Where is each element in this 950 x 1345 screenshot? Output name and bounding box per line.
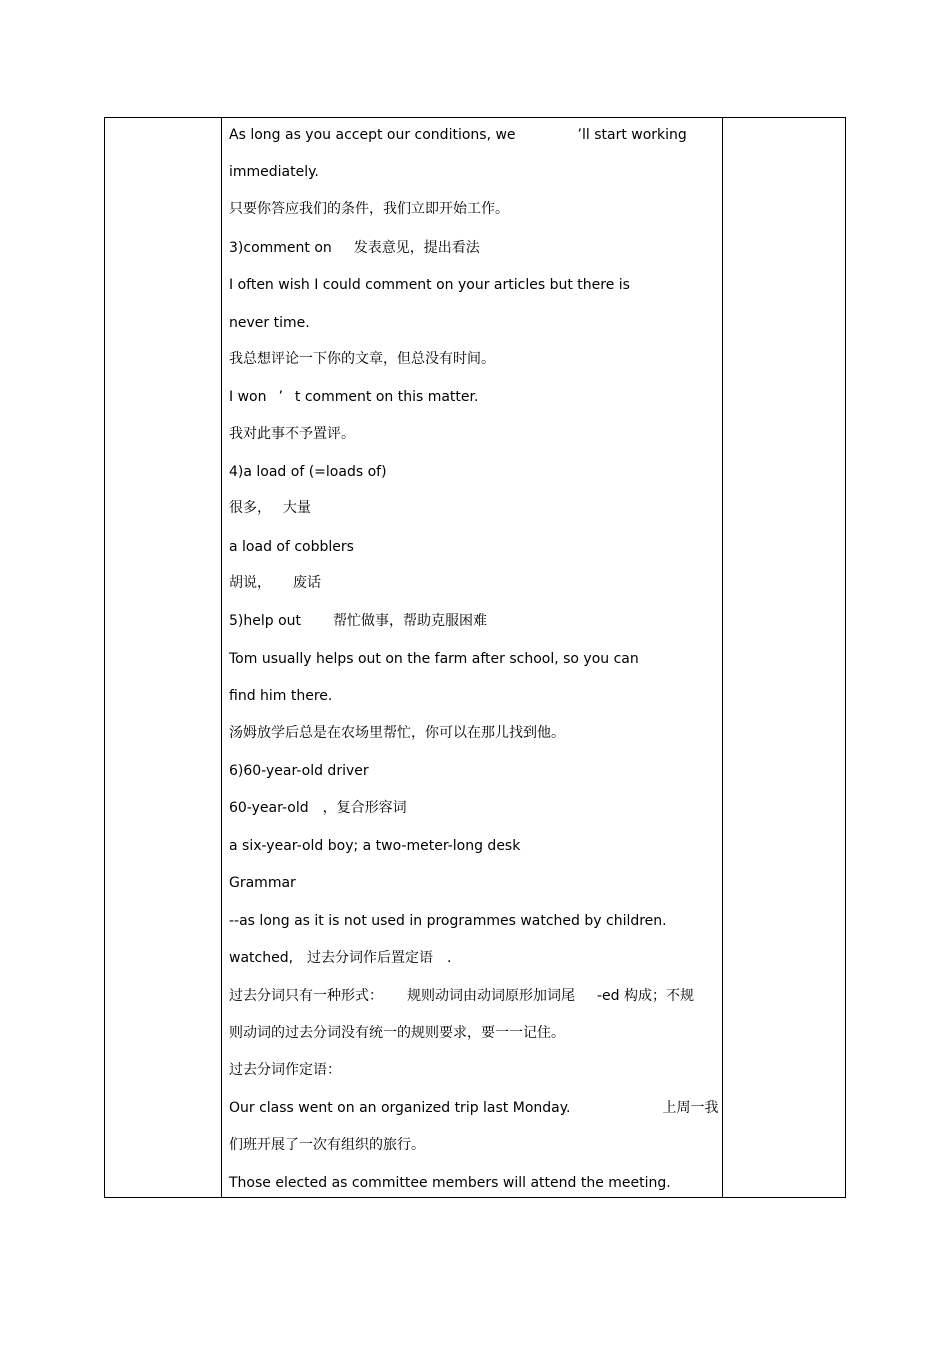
text-line	[229, 650, 639, 668]
text-segment: 汤姆放学后总是在农场里帮忙，你可以在那儿找到他。	[229, 725, 565, 741]
text-segment: 胡说，	[229, 575, 271, 591]
text-segment: 我总想评论一下你的文章，但总没有时间。	[229, 351, 495, 367]
text-line	[229, 463, 387, 481]
text-line	[229, 1061, 341, 1079]
text-segment: ’ll start working	[577, 127, 687, 143]
text-line	[229, 574, 321, 592]
text-line	[229, 687, 332, 705]
text-segment: 4)a load of (=loads of)	[229, 464, 387, 480]
text-line	[229, 762, 369, 780]
text-segment: 上周一我	[662, 1100, 719, 1116]
text-line	[229, 1024, 565, 1042]
text-segment: -ed 构成；不规	[597, 988, 695, 1004]
text-line	[229, 724, 565, 742]
text-segment: Our class went on an organized trip last Monday.	[229, 1100, 571, 1116]
text-segment: As long as you accept our conditions, we	[229, 127, 516, 143]
text-line	[229, 239, 480, 257]
text-line	[229, 388, 478, 406]
text-line	[229, 499, 311, 517]
text-segment: 过去分词作后置定语	[307, 950, 434, 966]
content-table	[104, 117, 846, 1198]
text-segment: a load of cobblers	[229, 539, 354, 555]
text-segment: a six-year-old boy; a two-meter-long desk	[229, 838, 521, 854]
left-column-cell	[105, 118, 221, 1197]
text-segment: ’	[278, 389, 283, 405]
right-column-cell	[723, 118, 845, 1197]
text-segment: .	[447, 950, 452, 966]
text-line	[229, 1136, 425, 1154]
text-segment: 大量	[283, 500, 311, 516]
text-line	[229, 612, 487, 630]
text-segment: Tom usually helps out on the farm after school, so you can	[229, 651, 639, 667]
text-segment: Grammar	[229, 875, 296, 891]
text-segment: t comment on this matter.	[294, 389, 479, 405]
text-line	[229, 1099, 718, 1117]
text-segment: 只要你答应我们的条件，我们立即开始工作。	[229, 201, 509, 217]
text-line	[229, 163, 319, 181]
text-segment: 过去分词只有一种形式：	[229, 988, 383, 1004]
text-segment: 发表意见，提出看法	[353, 240, 480, 256]
text-line	[229, 799, 407, 817]
text-line	[229, 1174, 671, 1192]
text-segment: 60-year-old	[229, 800, 309, 816]
text-segment: 帮忙做事，帮助克服困难	[333, 613, 488, 629]
text-segment: 5)help out	[229, 613, 302, 629]
text-segment: ，复合形容词	[322, 800, 407, 816]
text-segment: find him there.	[229, 688, 333, 704]
text-segment: 们班开展了一次有组织的旅行。	[229, 1137, 425, 1153]
text-segment: never time.	[229, 315, 310, 331]
text-line	[229, 126, 687, 144]
text-line	[229, 874, 296, 892]
text-segment: I won	[229, 389, 267, 405]
text-segment: 过去分词作定语：	[229, 1062, 341, 1078]
text-segment: 则动词的过去分词没有统一的规则要求，要一一记住。	[229, 1025, 565, 1041]
text-line	[229, 987, 694, 1005]
text-segment: 6)60-year-old driver	[229, 763, 369, 779]
text-line	[229, 314, 310, 332]
text-segment: immediately.	[229, 164, 319, 180]
text-segment: 废话	[293, 575, 321, 591]
text-segment: 规则动词由动词原形加词尾	[407, 988, 575, 1004]
text-segment: I often wish I could comment on your articles but there is	[229, 277, 630, 293]
text-line	[229, 276, 630, 294]
text-line	[229, 837, 520, 855]
text-segment: watched,	[229, 950, 294, 966]
text-segment: Those elected as committee members will attend the meeting.	[229, 1175, 671, 1191]
column-divider-left	[221, 118, 222, 1197]
text-segment: --as long as it is not used in programmes watched by children.	[229, 913, 667, 929]
text-line	[229, 912, 667, 930]
text-line	[229, 538, 354, 556]
text-segment: 我对此事不予置评。	[229, 426, 355, 442]
text-segment: 3)comment on	[229, 240, 332, 256]
text-segment: 很多，	[229, 500, 271, 516]
text-line	[229, 949, 452, 967]
text-line	[229, 425, 355, 443]
text-line	[229, 200, 509, 218]
text-line	[229, 350, 495, 368]
